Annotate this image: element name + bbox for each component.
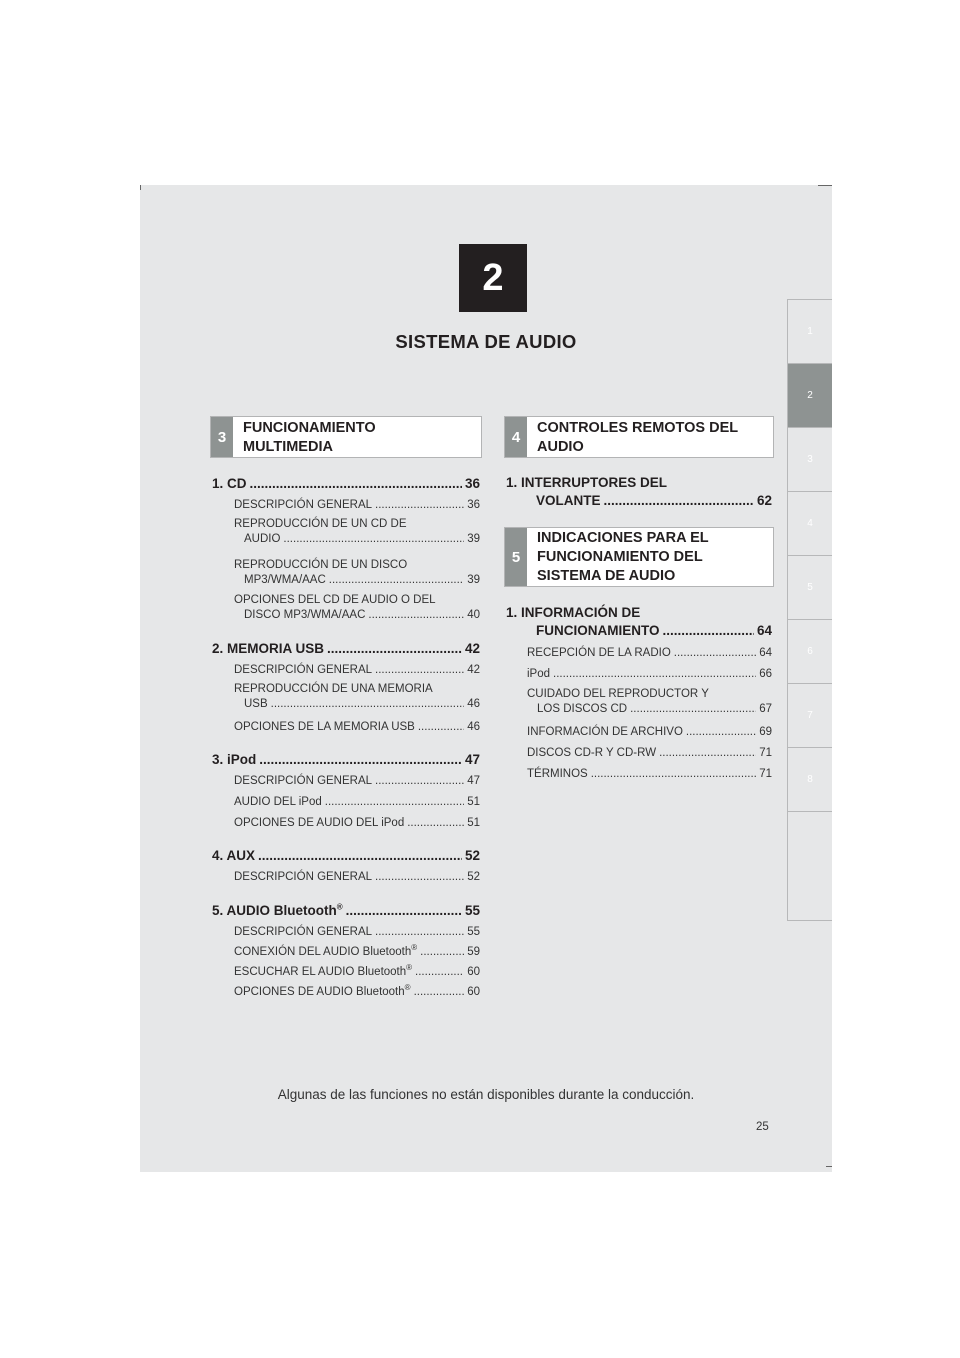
toc-subentry[interactable] (527, 668, 772, 680)
toc-page: 47 (464, 752, 480, 767)
section-5-title-line3: SISTEMA DE AUDIO (537, 568, 676, 584)
leader-dots (415, 966, 464, 978)
toc-subentry[interactable] (234, 943, 480, 958)
leader-dots (250, 476, 462, 491)
toc-page: 46 (467, 698, 480, 710)
toc-label-line2: LOS DISCOS CD (537, 703, 628, 715)
registered-mark: ® (406, 963, 413, 973)
section-4-title (537, 419, 767, 457)
toc-label (234, 963, 413, 978)
toc-label: INFORMACIÓN DE ARCHIVO (527, 726, 683, 738)
toc-label: OPCIONES DE LA MEMORIA USB (234, 721, 415, 733)
section-5-title (537, 529, 767, 586)
chapter-title: SISTEMA DE AUDIO (395, 331, 577, 352)
toc-label-line2-row (537, 703, 772, 715)
leader-dots (375, 926, 464, 938)
toc-page: 69 (759, 726, 772, 738)
toc-subentry[interactable] (234, 683, 480, 710)
leader-dots (591, 768, 757, 780)
leader-dots (375, 499, 464, 511)
leader-dots (375, 775, 464, 787)
toc-label-line1: CUIDADO DEL REPRODUCTOR Y (527, 688, 709, 700)
tab-7[interactable]: 7 (787, 684, 832, 748)
toc-subentry[interactable] (527, 747, 772, 759)
toc-page: 36 (467, 499, 480, 511)
crop-mark (140, 185, 141, 190)
leader-dots (604, 493, 754, 508)
toc-label: 3. iPod (212, 752, 257, 767)
toc-page: 36 (464, 476, 480, 491)
leader-dots (686, 726, 756, 738)
toc-label-line2: MP3/WMA/AAC (244, 574, 326, 586)
toc-page: 64 (759, 647, 772, 659)
leader-dots (553, 668, 756, 680)
footer-note: Algunas de las funciones no están disponibles durante la conducción. (277, 1087, 695, 1102)
toc-subentry[interactable] (234, 963, 480, 978)
toc-page: 67 (759, 703, 772, 715)
tab-5[interactable]: 5 (787, 556, 832, 620)
toc-entry-ipod[interactable] (212, 752, 480, 767)
toc-label: DISCOS CD-R Y CD-RW (527, 747, 657, 759)
toc-label-line2-row (244, 698, 480, 710)
leader-dots (375, 664, 464, 676)
toc-subentry[interactable] (234, 559, 480, 586)
toc-page: 71 (759, 747, 772, 759)
toc-entry-cd[interactable] (212, 476, 480, 491)
leader-dots (259, 752, 462, 767)
section-4-number: 4 (505, 417, 527, 457)
toc-page: 55 (464, 903, 480, 918)
toc-label-line1: REPRODUCCIÓN DE UNA MEMORIA (234, 683, 433, 695)
toc-subentry[interactable] (234, 664, 480, 676)
crop-mark (826, 1166, 832, 1167)
toc-subentry[interactable] (234, 518, 480, 545)
leader-dots (283, 533, 464, 545)
toc-label: DESCRIPCIÓN GENERAL (234, 499, 373, 511)
toc-entry-bluetooth[interactable] (212, 903, 480, 918)
toc-subentry[interactable] (527, 647, 772, 659)
chapter-number: 2 (459, 244, 527, 312)
section-3-header (210, 416, 482, 458)
toc-subentry[interactable] (234, 775, 480, 787)
toc-label-line1: REPRODUCCIÓN DE UN CD DE (234, 518, 407, 530)
toc-label-line2-row (536, 493, 772, 508)
leader-dots (407, 817, 464, 829)
toc-label-line2-row (244, 574, 480, 586)
section-4-title-line1: CONTROLES REMOTOS DEL (537, 420, 739, 436)
toc-label-line2-row (536, 623, 772, 638)
tab-blank (787, 812, 832, 921)
toc-entry-usb[interactable] (212, 641, 480, 656)
toc-page: 42 (464, 641, 480, 656)
toc-subentry[interactable] (234, 721, 480, 733)
section-3-title-line1: FUNCIONAMIENTO (243, 420, 376, 436)
toc-subentry[interactable] (234, 594, 480, 621)
toc-subentry[interactable] (234, 871, 480, 883)
toc-page: 60 (467, 966, 480, 978)
toc-page: 71 (759, 768, 772, 780)
chapter-tabs (787, 299, 832, 921)
leader-dots (258, 848, 462, 863)
toc-page: 55 (467, 926, 480, 938)
leader-dots (418, 721, 464, 733)
toc-label-line1: 1. INFORMACIÓN DE (506, 605, 641, 620)
toc-entry-interruptores[interactable] (506, 475, 772, 508)
leader-dots (368, 609, 464, 621)
tab-4[interactable]: 4 (787, 492, 832, 556)
toc-label-text: CONEXIÓN DEL AUDIO Bluetooth (234, 946, 412, 958)
toc-page: 60 (467, 986, 480, 998)
toc-entry-aux[interactable] (212, 848, 480, 863)
toc-label-text: ESCUCHAR EL AUDIO Bluetooth (234, 966, 407, 978)
toc-page: 47 (467, 775, 480, 787)
toc-page: 66 (759, 668, 772, 680)
toc-page: 52 (467, 871, 480, 883)
toc-page: 59 (467, 946, 480, 958)
leader-dots (659, 747, 756, 759)
toc-label: 2. MEMORIA USB (212, 641, 325, 656)
toc-label-text: 5. AUDIO Bluetooth (212, 903, 337, 918)
toc-label (234, 943, 418, 958)
toc-page: 39 (467, 533, 480, 545)
toc-page: 51 (467, 796, 480, 808)
toc-label: RECEPCIÓN DE LA RADIO (527, 647, 671, 659)
leader-dots (375, 871, 464, 883)
toc-label-line1: 1. INTERRUPTORES DEL (506, 475, 668, 490)
section-3-number: 3 (211, 417, 233, 457)
tab-8[interactable]: 8 (787, 748, 832, 812)
toc-subentry[interactable] (234, 926, 480, 938)
registered-mark: ® (411, 943, 418, 953)
tab-3[interactable]: 3 (787, 428, 832, 492)
crop-mark (818, 185, 832, 186)
toc-label: iPod (527, 668, 551, 680)
leader-dots (663, 623, 754, 638)
leader-dots (325, 796, 464, 808)
leader-dots (414, 986, 465, 998)
toc-subentry[interactable] (234, 983, 480, 998)
section-4-header (504, 416, 774, 458)
toc-page: 51 (467, 817, 480, 829)
tab-6[interactable]: 6 (787, 620, 832, 684)
toc-subentry[interactable] (234, 817, 480, 829)
leader-dots (674, 647, 756, 659)
page-number: 25 (756, 1121, 769, 1133)
toc-label: OPCIONES DE AUDIO DEL iPod (234, 817, 405, 829)
toc-subentry[interactable] (234, 499, 480, 511)
toc-label: DESCRIPCIÓN GENERAL (234, 871, 373, 883)
toc-label: TÉRMINOS (527, 768, 588, 780)
leader-dots (346, 903, 462, 918)
toc-label-line2-row (244, 533, 480, 545)
section-3-title (243, 419, 475, 457)
toc-page: 39 (467, 574, 480, 586)
section-5-header (504, 527, 774, 587)
toc-label-line2: AUDIO (244, 533, 281, 545)
toc-label-line2: FUNCIONAMIENTO (536, 623, 660, 638)
toc-page: 62 (756, 493, 772, 508)
toc-label-text: OPCIONES DE AUDIO Bluetooth (234, 986, 405, 998)
leader-dots (329, 574, 464, 586)
leader-dots (271, 698, 465, 710)
toc-page: 64 (756, 623, 772, 638)
section-5-title-line1: INDICACIONES PARA EL (537, 530, 709, 546)
leader-dots (630, 703, 756, 715)
toc-label (212, 903, 343, 918)
section-5-number: 5 (505, 528, 527, 586)
toc-label-line2: DISCO MP3/WMA/AAC (244, 609, 366, 621)
registered-mark: ® (336, 902, 343, 912)
toc-label: DESCRIPCIÓN GENERAL (234, 926, 373, 938)
toc-subentry[interactable] (527, 726, 772, 738)
registered-mark: ® (404, 983, 411, 993)
toc-label: DESCRIPCIÓN GENERAL (234, 664, 373, 676)
toc-subentry[interactable] (527, 768, 772, 780)
toc-label-line2: USB (244, 698, 268, 710)
tab-2[interactable]: 2 (787, 364, 832, 428)
toc-label-line2-row (244, 609, 480, 621)
toc-page: 52 (464, 848, 480, 863)
toc-label-line1: OPCIONES DEL CD DE AUDIO O DEL (234, 594, 436, 606)
toc-subentry[interactable] (527, 688, 772, 715)
toc-entry-informacion[interactable] (506, 605, 772, 638)
toc-page: 42 (467, 664, 480, 676)
toc-label: AUDIO DEL iPod (234, 796, 322, 808)
toc-label: 4. AUX (212, 848, 256, 863)
section-4-title-line2: AUDIO (537, 439, 584, 455)
toc-page: 46 (467, 721, 480, 733)
toc-label-line2: VOLANTE (536, 493, 601, 508)
toc-page: 40 (467, 609, 480, 621)
toc-label-line1: REPRODUCCIÓN DE UN DISCO (234, 559, 408, 571)
leader-dots (420, 946, 464, 958)
toc-label: 1. CD (212, 476, 247, 491)
toc-label (234, 983, 411, 998)
section-5-title-line2: FUNCIONAMIENTO DEL (537, 549, 703, 565)
toc-subentry[interactable] (234, 796, 480, 808)
leader-dots (327, 641, 462, 656)
section-3-title-line2: MULTIMEDIA (243, 439, 333, 455)
toc-label: DESCRIPCIÓN GENERAL (234, 775, 373, 787)
tab-1[interactable]: 1 (787, 300, 832, 364)
